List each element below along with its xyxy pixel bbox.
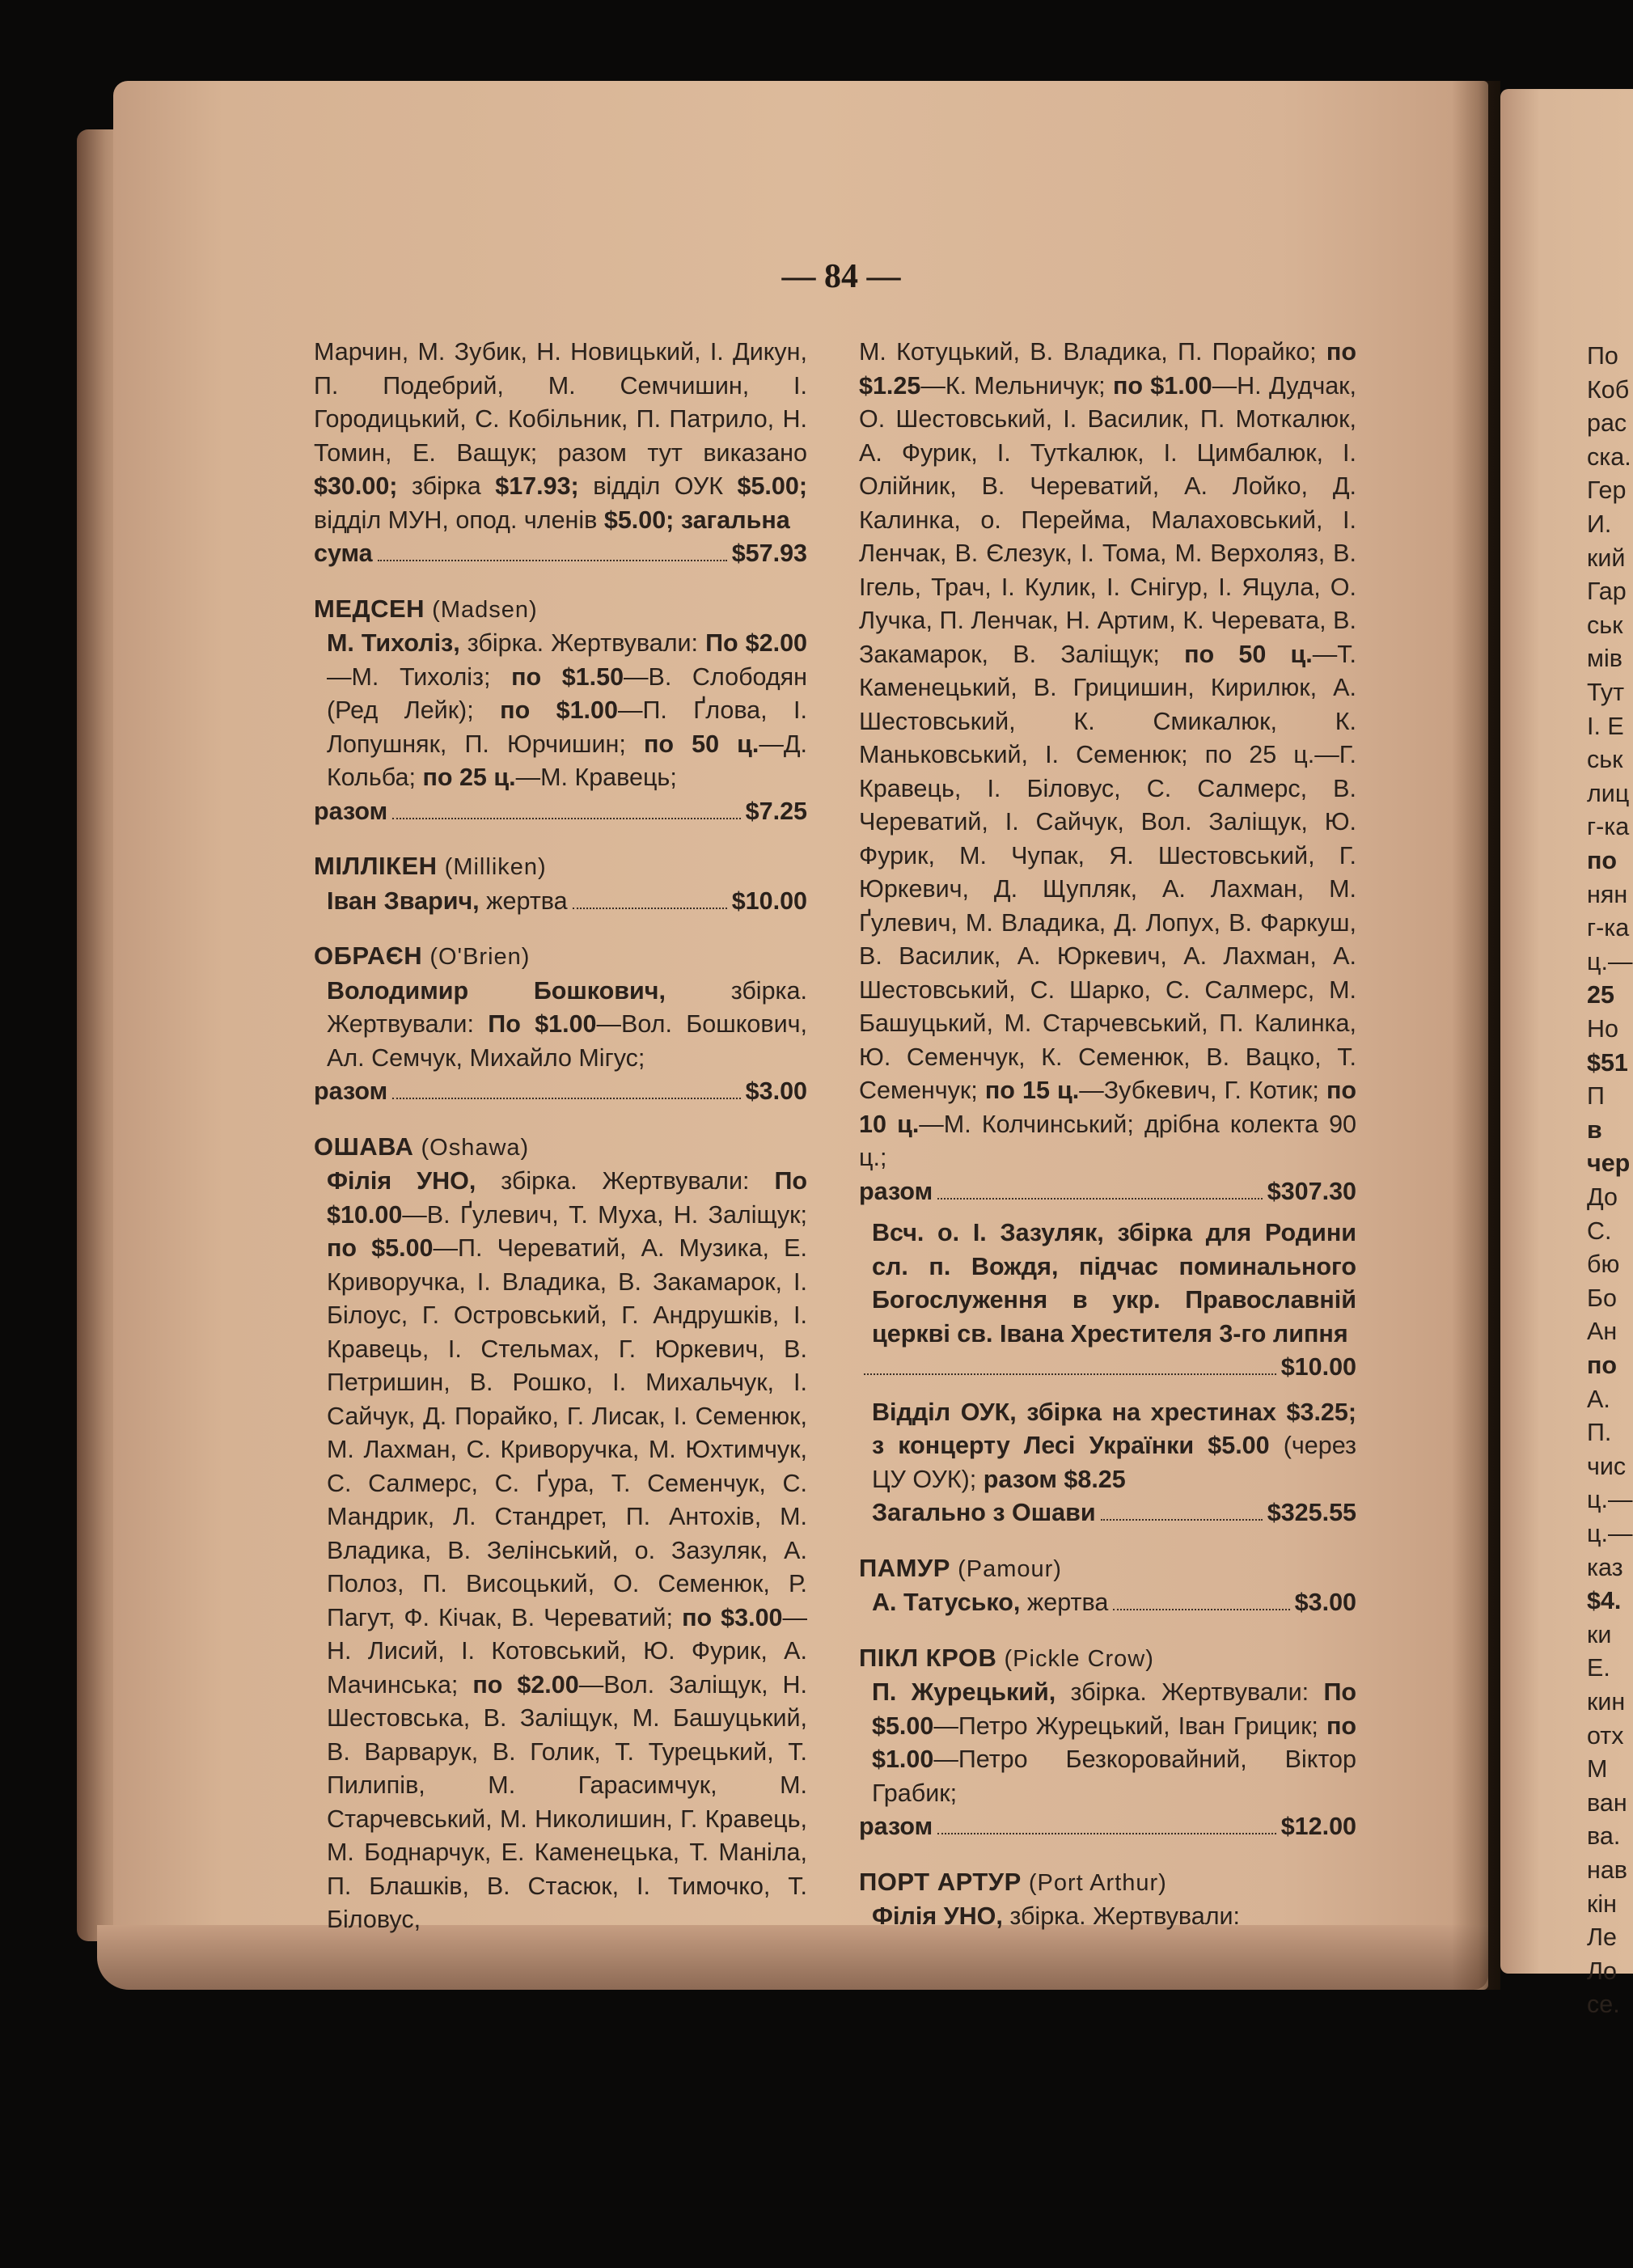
- next-page-fragment: ван: [1587, 1788, 1627, 1817]
- next-page-fragment: кін: [1587, 1889, 1617, 1918]
- next-page-fragment: кий: [1587, 544, 1626, 572]
- leader-dots: [392, 1098, 741, 1099]
- next-page-fragment: $4.: [1587, 1587, 1622, 1615]
- zazulyak-entry: Всч. о. І. Зазуляк, збірка для Родини сл. п. Вождя, підчас поминального Богослуження в укр. Православній церкві св. Івана Хрестителя 3-го липня: [872, 1219, 1356, 1348]
- heading-madsen: МЕДСЕН (Madsen): [314, 594, 538, 623]
- pamur-entry: А. Татусько, жертва $3.00: [872, 1589, 1356, 1616]
- oshava-sum-line: разом $307.30: [859, 1177, 1356, 1205]
- obrayen-sum-line: разом $3.00: [314, 1077, 807, 1105]
- next-page-fragment: лиц: [1587, 779, 1630, 807]
- madsen-entry: М. Тихоліз, збірка. Жертвували: По $2.00—М. Тихоліз; по $1.50—В. Слободян (Ред Лейк); по $1.00—П. Ґлова, І. Лопушняк, П. Юрчишин; по 50 ц.—Д. Кольба; по 25 ц.—М. Кравець;: [327, 629, 807, 791]
- next-page-fragment: мів: [1587, 645, 1622, 673]
- intro-sum-line: сума $57.93: [314, 539, 807, 567]
- oshava-continued: М. Котуцький, В. Владика, П. Порайко; по $1.25—К. Мельничук; по $1.00—Н. Дудчак, О. Шестовський, І. Василик, П. Моткалюк, А. Фурик, І. Тутkалюк, І. Цимбалюк, І. Олійник, В. Череватий, А. Лойко, Д. Калинка, о. Перейма, Малаховський, І. Ленчак, В. Єлезук, І. Тома, М. Верхоляз, В. Ігель, Трач, І. Кулик, І. Снігур, І. Яцула, О. Лучка, П. Ленчак, Н. Артим, К. Черевата, В. Закамарок, В. Заліщук; по 50 ц.—Т. Каменецький, В. Грицишин, Кирилюк, А. Шестовський, К. Смикалюк, К. Маньковський, І. Семенюк; по 25 ц.—Г. Кравець, І. Біловус, С. Салмерс, В. Череватий, І. Сайчук, Вол. Заліщук, Ю. Фурик, М. Чупак, Я. Шестовський, Г. Юркевич, Д. Щупляк, А. Лахман, М. Ґулевич, М. Владика, Д. Лопух, В. Фаркуш, В. Василик, А. Юркевич, А. Лахман, А. Шестовський, С. Шарко, С. Салмерс, М. Башуцький, М. Старчевський, П. Калинка, Ю. Семенчук, К. Семенюк, В. Вацко, Т. Семенчук; по 15 ц.—Зубкевич, Г. Котик; по 10 ц.—М. Колчинський; дрібна колекта 90 ц.;: [859, 338, 1357, 1171]
- next-page-fragment: чис: [1587, 1452, 1627, 1480]
- next-page-fragment: ц.—: [1587, 947, 1633, 975]
- next-page-fragment: каз: [1587, 1553, 1623, 1581]
- next-page-fragment: 25: [1587, 981, 1614, 1009]
- leader-dots: [378, 560, 727, 561]
- leader-dots: [573, 908, 727, 909]
- heading-milliken: МІЛЛІКЕН (Milliken): [314, 852, 547, 880]
- next-page-fragment: се.: [1587, 1991, 1620, 2019]
- next-page-fragment: М: [1587, 1755, 1608, 1784]
- next-page-fragment: рас: [1587, 409, 1627, 438]
- intro-paragraph: Марчин, М. Зубик, Н. Новицький, І. Дикун, П. Подебрий, М. Семчишин, І. Городицький, С. Кобільник, П. Патрило, Н. Томин, Е. Ващук; разом тут виказано $30.00; збірка $17.93; відділ ОУК $5.00; відділ МУН, опод. членів $5.00; загальна: [314, 338, 807, 534]
- next-page-fragment: кин: [1587, 1688, 1626, 1716]
- pickle-crow-sum-line: разом $12.00: [859, 1813, 1356, 1840]
- next-page-fragment: нав: [1587, 1856, 1628, 1884]
- next-page-fragment: По: [1587, 342, 1618, 370]
- next-page-fragment: Ло: [1587, 1957, 1617, 1985]
- next-page-fragment: ки: [1587, 1620, 1612, 1648]
- next-page-fragment: До: [1587, 1183, 1618, 1211]
- next-page-fragment: г-ка: [1587, 813, 1630, 841]
- next-page-fragment: Коб: [1587, 375, 1630, 404]
- next-page-fragment: отх: [1587, 1721, 1624, 1750]
- leader-dots: [1101, 1519, 1263, 1521]
- leader-dots: [392, 818, 741, 819]
- heading-pamur: ПАМУР (Pamour): [859, 1553, 1062, 1582]
- heading-pickle-crow: ПІКЛ КРОВ (Pickle Crow): [859, 1643, 1154, 1672]
- ouk-entry: Відділ ОУК, збірка на хрестинах $3.25; з концерту Лесі Українки $5.00 (через ЦУ ОУК); разом $8.25: [872, 1398, 1356, 1493]
- next-page-fragment: ськ: [1587, 746, 1623, 774]
- next-page-fragment: Ан: [1587, 1318, 1618, 1346]
- pickle-crow-entry: П. Журецький, збірка. Жертвували: По $5.00—Петро Журецький, Іван Грицик; по $1.00—Петро Безкоровайний, Віктор Грабик;: [872, 1678, 1356, 1807]
- leader-dots: [864, 1373, 1276, 1375]
- heading-obrayen: ОБРАЄН (O'Brien): [314, 941, 531, 970]
- leader-dots: [1113, 1609, 1289, 1610]
- next-page-fragment: П.: [1587, 1419, 1612, 1447]
- next-page-fragment: Бо: [1587, 1284, 1617, 1312]
- next-page-fragment: П: [1587, 1082, 1605, 1111]
- next-page-fragment: по: [1587, 847, 1618, 874]
- madsen-sum-line: разом $7.25: [314, 797, 807, 825]
- next-page-fragment: Е.: [1587, 1654, 1610, 1682]
- book-gutter: [1452, 81, 1500, 1990]
- oshava-total-line: Загально з Ошави $325.55: [872, 1499, 1356, 1526]
- heading-port-arthur: ПОРТ АРТУР (Port Arthur): [859, 1867, 1167, 1896]
- next-page-fragment: бю: [1587, 1250, 1620, 1279]
- next-page-fragment: І. Е: [1587, 712, 1624, 740]
- next-page-fragment: Гар: [1587, 578, 1627, 606]
- next-page-fragment: И.: [1587, 510, 1612, 538]
- next-page-fragment: ска.: [1587, 442, 1631, 471]
- leader-dots: [937, 1198, 1263, 1200]
- obrayen-entry: Володимир Бошкович, збірка. Жертвували: По $1.00—Вол. Бошкович, Ал. Семчук, Михайло Мігус;: [327, 976, 807, 1072]
- page-number: — 84 —: [781, 258, 901, 295]
- oshava-entry: Філія УНО, збірка. Жертвували: По $10.00—В. Ґулевич, Т. Муха, Н. Заліщук; по $5.00—П. Череватий, А. Музика, Е. Криворучка, І. Владика, В. Закамарок, І. Білоус, Г. Островський, Г. Андрушків, І. Кравець, І. Стельмах, Г. Юркевич, В. Петришин, В. Рошко, І. Михальчук, І. Сайчук, Д. Порайко, Г. Лисак, І. Семенюк, М. Лахман, С. Криворучка, М. Юхтимчук, С. Салмерс, С. Ґура, Т. Семенчук, С. Мандрик, Л. Стандрет, П. Антохів, М. Владика, В. Зелінський, о. Зазуляк, А. Полоз, П. Висоцький, О. Семенюк, Р. Пагут, Ф. Кічак, В. Череватий; по $3.00—Н. Лисий, І. Котовський, Ю. Фурик, А. Мачинська; по $2.00—Вол. Заліщук, Н. Шестовська, В. Заліщук, М. Башуцький, В. Варварук, В. Голик, Т. Турецький, Т. Пилипів, М. Гарасимчук, М. Старчевський, М. Николишин, Г. Кравець, М. Боднарчук, Е. Каменецька, Т. Маніла, П. Блашків, В. Стасюк, І. Тимочко, Т. Біловус,: [327, 1167, 808, 1933]
- zazulyak-sum-line: $10.00: [859, 1351, 1356, 1385]
- milliken-entry: Іван Зварич, жертва $10.00: [327, 886, 807, 915]
- leader-dots: [937, 1833, 1276, 1834]
- left-column: [314, 336, 807, 1937]
- next-page-fragment: Ле: [1587, 1923, 1617, 1952]
- next-page-fragment: ськ: [1587, 611, 1623, 639]
- next-page-fragment: ва.: [1587, 1822, 1621, 1851]
- next-page-fragment: Но: [1587, 1015, 1618, 1043]
- next-page-fragment: А.: [1587, 1385, 1610, 1413]
- next-page-fragment: ц.—: [1587, 1520, 1633, 1547]
- heading-oshava: ОШАВА (Oshawa): [314, 1132, 530, 1161]
- next-page-fragment: ц.—: [1587, 1486, 1633, 1514]
- next-page-fragment: С.: [1587, 1217, 1612, 1245]
- port-arthur-entry: Філія УНО, збірка. Жертвували:: [872, 1902, 1241, 1930]
- next-page-fragment: в: [1587, 1115, 1602, 1144]
- next-page-fragment: по: [1587, 1352, 1618, 1379]
- next-page-fragment: чер: [1587, 1149, 1631, 1178]
- next-page-fragment: г-ка: [1587, 914, 1630, 942]
- next-page-fragment: нян: [1587, 880, 1628, 908]
- next-page-fragment: Гер: [1587, 476, 1627, 505]
- next-page-fragment: $51: [1587, 1048, 1628, 1077]
- next-page-fragment: Тут: [1587, 679, 1625, 706]
- right-column: [859, 336, 1356, 1934]
